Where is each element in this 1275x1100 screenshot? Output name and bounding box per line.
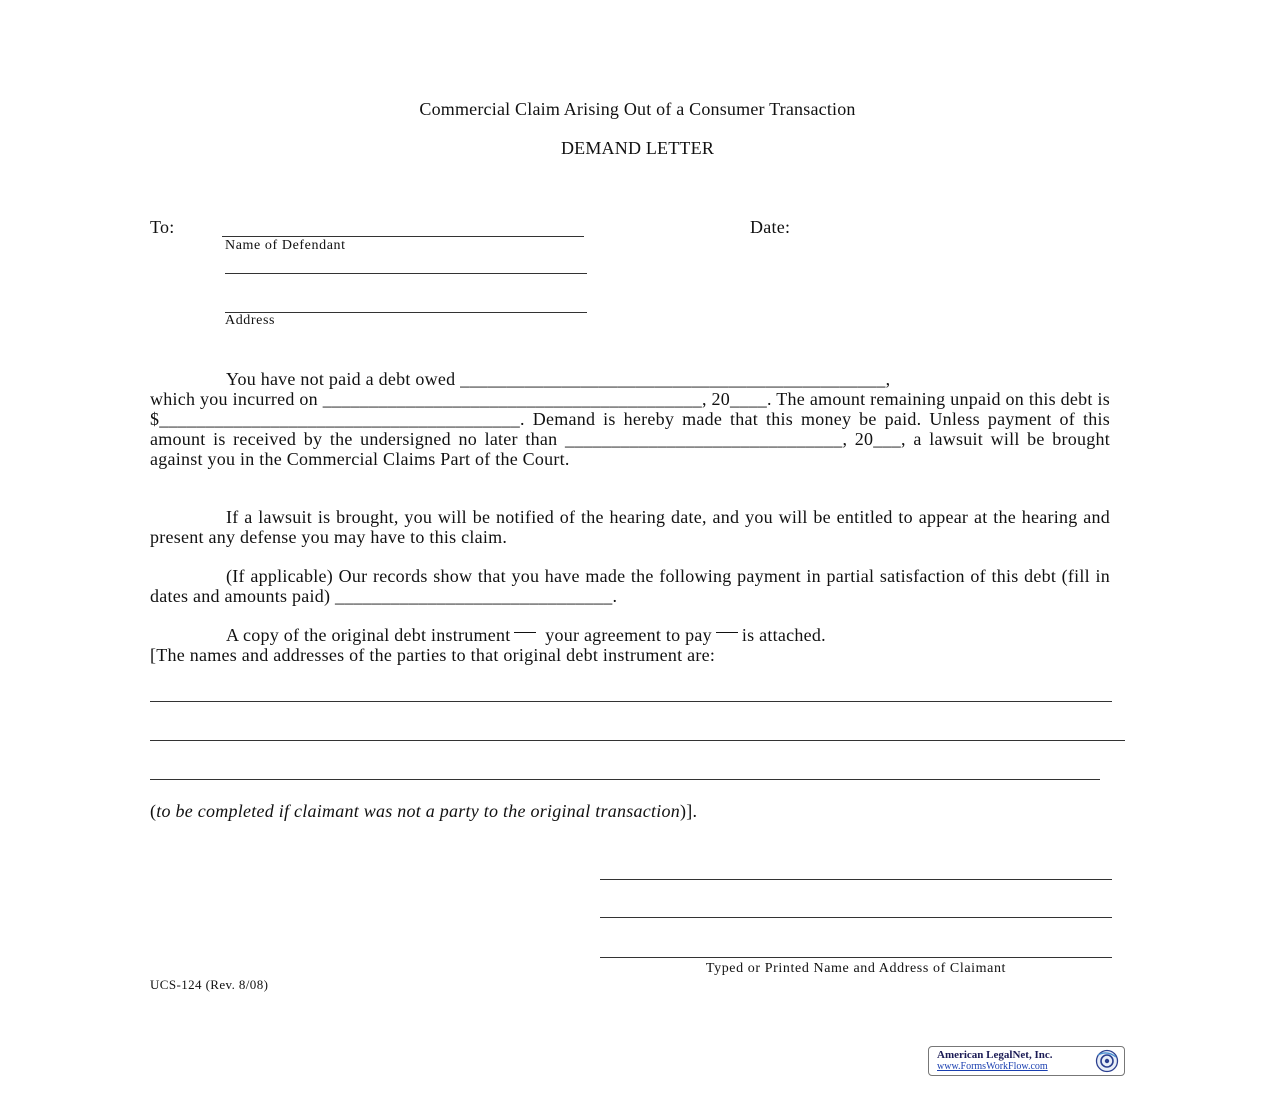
paragraph-partial-payment <box>150 566 1110 606</box>
to-label: To: <box>150 217 175 237</box>
completion-note <box>150 801 697 822</box>
date-label: Date: <box>750 217 791 237</box>
paragraph-debt-owed <box>150 369 1110 469</box>
partial-payment-text: (If applicable) Our records show that you have made the following payment in partial satisfaction of this debt (fill in dates and amounts paid) ______________________________. <box>150 566 1110 606</box>
address-line-2-field[interactable] <box>225 312 587 313</box>
parties-intro-text: [The names and addresses of the parties to that original debt instrument are: <box>150 645 716 665</box>
defendant-name-label: Name of Defendant <box>225 238 346 253</box>
debt-instrument-text-b: your agreement to pay <box>545 625 712 645</box>
claimant-line-2-field[interactable] <box>600 917 1112 918</box>
parties-line-3-field[interactable] <box>150 779 1100 780</box>
completion-note-open: ( <box>150 801 157 821</box>
vendor-name: American LegalNet, Inc. <box>937 1049 1053 1061</box>
defendant-name-field[interactable] <box>222 236 584 237</box>
document-subtitle: DEMAND LETTER <box>560 138 715 158</box>
claimant-line-1-field[interactable] <box>600 879 1112 880</box>
completion-note-close: )]. <box>679 801 698 821</box>
address-line-1-field[interactable] <box>225 273 587 274</box>
address-label: Address <box>225 313 276 328</box>
em-dash-rule <box>716 632 738 633</box>
paragraph-debt-instrument <box>150 625 1110 665</box>
debt-instrument-text-c: is attached. <box>741 625 826 645</box>
parties-line-2-field[interactable] <box>150 740 1125 741</box>
globe-swirl-icon <box>1094 1049 1120 1073</box>
debt-owed-line: You have not paid a debt owed ______________________________________________, <box>226 369 891 389</box>
lawsuit-notice-text: If a lawsuit is brought, you will be notified of the hearing date, and you will be entitled to appear at the hearing and present any defense you may have to this claim. <box>150 507 1110 547</box>
form-code: UCS-124 (Rev. 8/08) <box>150 977 269 992</box>
document-title: Commercial Claim Arising Out of a Consumer Transaction <box>419 99 856 119</box>
parties-line-1-field[interactable] <box>150 701 1112 702</box>
vendor-logo-badge[interactable] <box>928 1046 1125 1076</box>
debt-details-text: which you incurred on _________________________________________, 20____. The amount remaining unpaid on this debt is $_______________________________________. Demand is hereby made that this money be paid. Unless payment of this amount is received by the undersigned no later than ______________________________, 20___, a lawsuit will be brought against you in the Commercial Claims Part of the Court. <box>150 389 1110 469</box>
claimant-line-3-field[interactable] <box>600 957 1112 958</box>
paragraph-lawsuit-notice <box>150 507 1110 547</box>
debt-instrument-text-a: A copy of the original debt instrument <box>226 625 511 645</box>
claimant-label: Typed or Printed Name and Address of Claimant <box>705 961 1007 976</box>
vendor-url-link[interactable]: www.FormsWorkFlow.com <box>937 1061 1048 1072</box>
em-dash-rule <box>514 632 536 633</box>
completion-note-italic: to be completed if claimant was not a party to the original transaction <box>156 801 680 821</box>
